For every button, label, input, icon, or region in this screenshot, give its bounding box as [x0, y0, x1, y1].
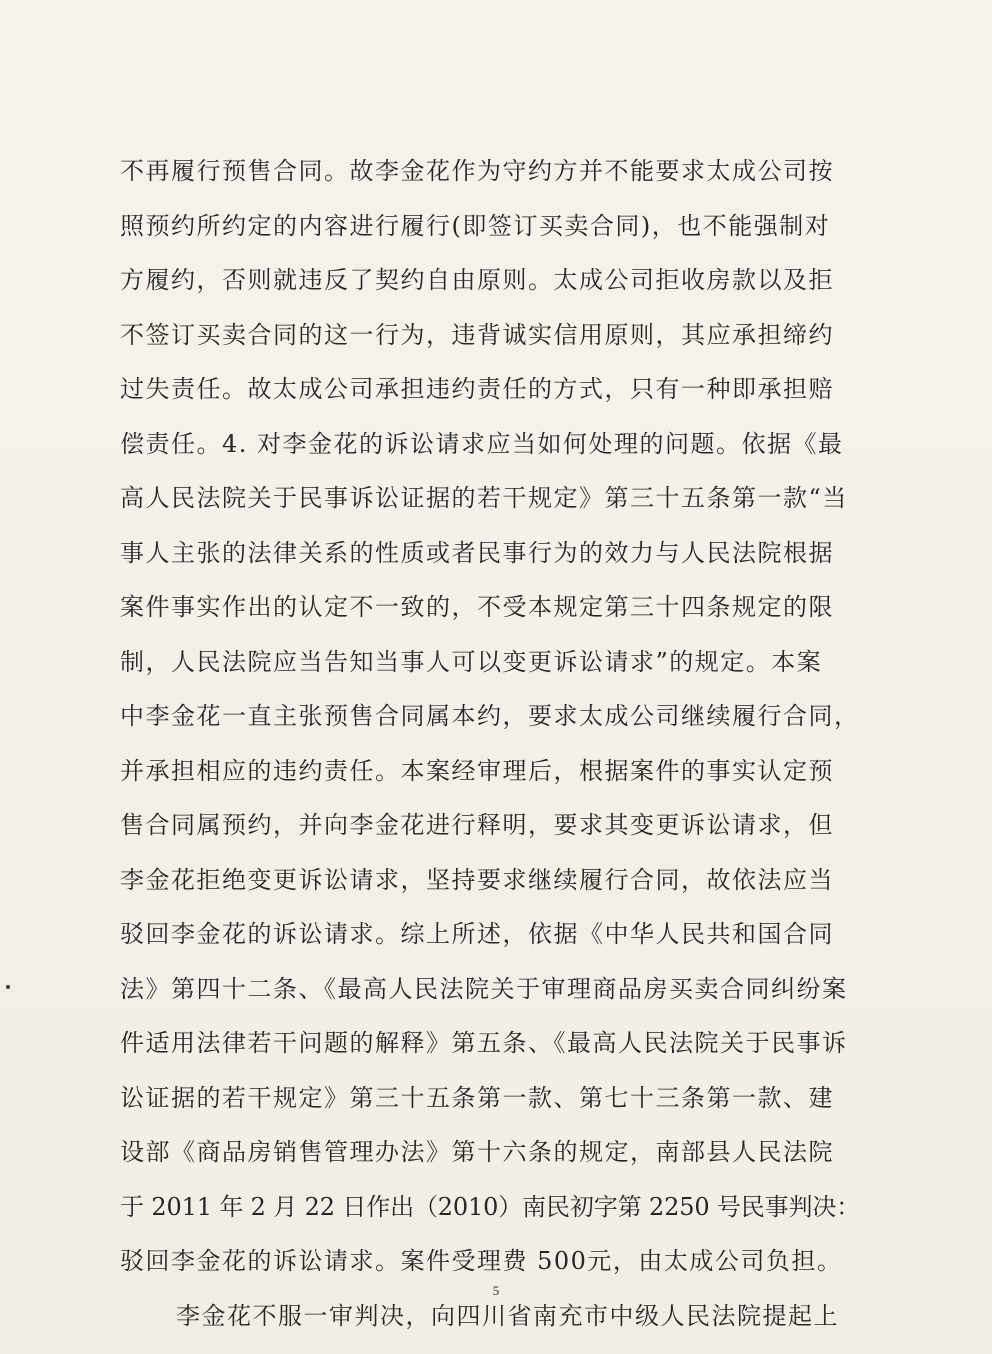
text-line: 照预约所约定的内容进行履行(即签订买卖合同)，也不能强制对 [120, 211, 831, 240]
scan-mark [6, 985, 10, 989]
text-line: 高人民法院关于民事诉讼证据的若干规定》第三十五条第一款“当 [120, 484, 848, 512]
text-line: 于 2011 年 2 月 22 日作出（2010）南民初字第 2250 号民事判决： [120, 1192, 861, 1221]
text-line: 制，人民法院应当告知当事人可以变更诉讼请求”的规定。本案 [120, 647, 823, 676]
text-line: 不再履行预售合同。故李金花作为守约方并不能要求太成公司按 [120, 157, 834, 185]
text-line: 讼证据的若干规定》第三十五条第一款、第七十三条第一款、建 [120, 1083, 834, 1112]
text-line: 不签订买卖合同的这一行为，违背诚实信用原则，其应承担缔约 [120, 320, 834, 349]
text-line: 法》第四十二条、《最高人民法院关于审理商品房买卖合同纠纷案 [120, 974, 848, 1003]
body-text [120, 148, 860, 1347]
text-line: 方履约，否则就违反了契约自由原则。太成公司拒收房款以及拒 [120, 266, 834, 294]
text-line: 事人主张的法律关系的性质或者民事行为的效力与人民法院根据 [120, 538, 834, 567]
page-number: 5 [492, 1283, 500, 1298]
text-line: 过失责任。故太成公司承担违约责任的方式，只有一种即承担赔 [120, 375, 834, 403]
text-line: 中李金花一直主张预售合同属本约，要求太成公司继续履行合同， [120, 702, 860, 730]
text-line: 并承担相应的违约责任。本案经审理后，根据案件的事实认定预 [120, 756, 834, 785]
text-line: 驳回李金花的诉讼请求。综上所述，依据《中华人民共和国合同 [120, 920, 834, 948]
text-line: 李金花拒绝变更诉讼请求，坚持要求继续履行合同，故依法应当 [120, 865, 834, 894]
text-line: 案件事实作出的认定不一致的，不受本规定第三十四条规定的限 [120, 593, 834, 621]
text-line: 件适用法律若干问题的解释》第五条、《最高人民法院关于民事诉 [120, 1029, 848, 1057]
text-line: 偿责任。4. 对李金花的诉讼请求应当如何处理的问题。依据《最 [120, 429, 844, 458]
text-line: 售合同属预约，并向李金花进行释明，要求其变更诉讼请求，但 [120, 811, 834, 839]
text-line: 驳回李金花的诉讼请求。案件受理费 500元，由太成公司负担。 [120, 1247, 843, 1275]
text-line: 设部《商品房销售管理办法》第十六条的规定，南部县人民法院 [120, 1138, 834, 1166]
paragraph-start-line: 李金花不服一审判决，向四川省南充市中级人民法院提起上 [176, 1301, 839, 1330]
